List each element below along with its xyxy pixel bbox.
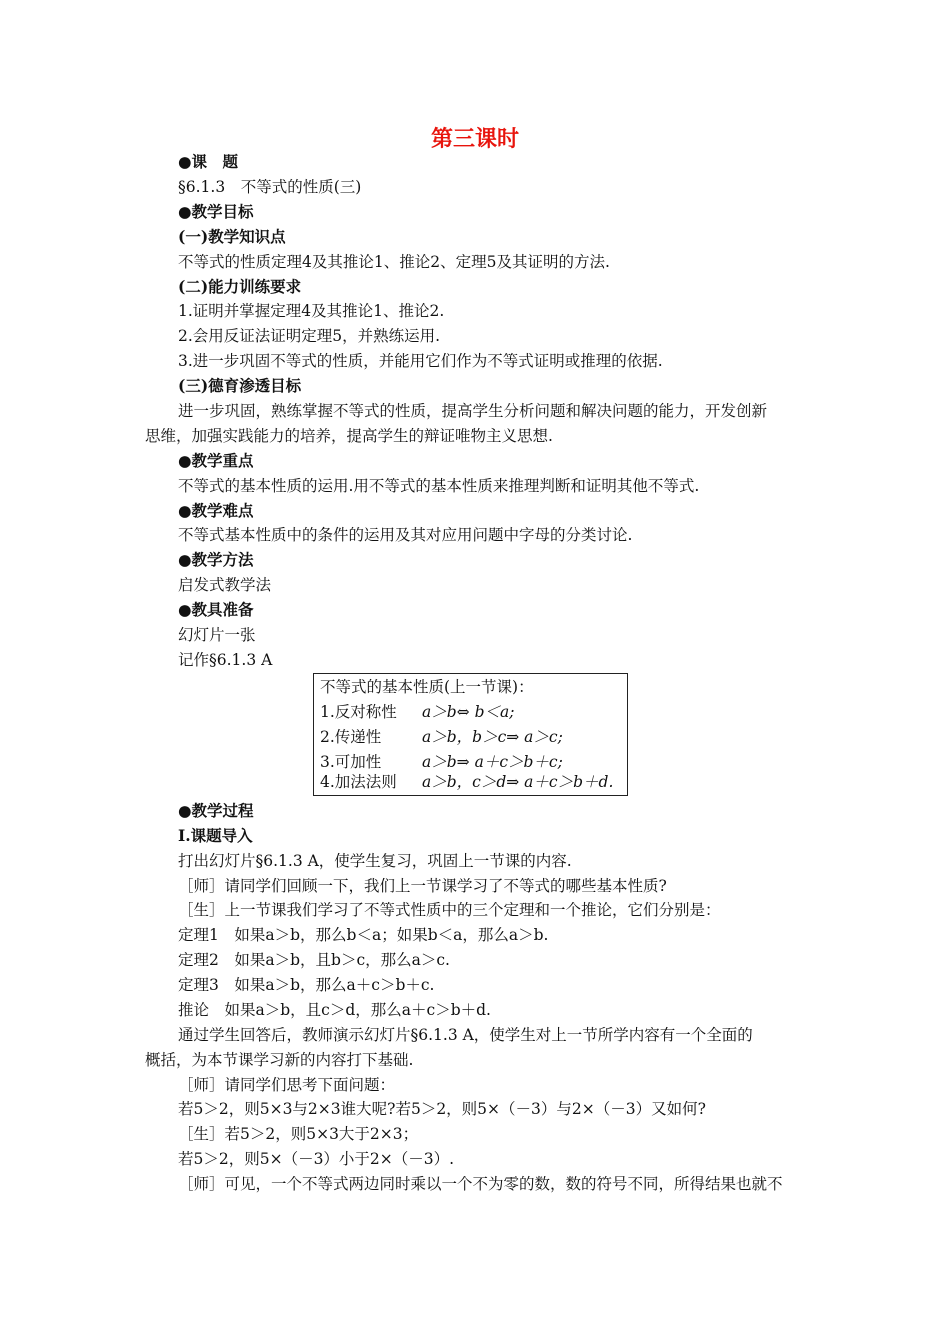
text-line: 打出幻灯片§6.1.3 A，使学生复习，巩固上一节课的内容. bbox=[178, 852, 572, 870]
text-line: §6.1.3 不等式的性质(三) bbox=[178, 178, 362, 196]
slide-box-header: 不等式的基本性质(上一节课)： bbox=[320, 678, 534, 696]
property-name: 3.可加性 bbox=[320, 753, 382, 771]
subsection-heading: (一)教学知识点 bbox=[178, 227, 286, 246]
property-formula: a＞b，b＞c⇒ a＞c; bbox=[422, 728, 563, 746]
subsection-heading: (二)能力训练要求 bbox=[178, 277, 302, 296]
slide-box-row bbox=[320, 726, 563, 748]
text-line: 2.会用反证法证明定理5，并熟练运用. bbox=[178, 327, 441, 345]
slide-box-row bbox=[320, 751, 563, 773]
slide-box-row bbox=[320, 771, 613, 793]
section-heading: ●教学目标 bbox=[178, 202, 254, 221]
property-name: 2.传递性 bbox=[320, 728, 382, 746]
property-formula: a＞b，c＞d⇒ a＋c＞b＋d. bbox=[422, 773, 614, 791]
text-line: 记作§6.1.3 A bbox=[178, 651, 273, 669]
slide-box bbox=[313, 673, 628, 796]
property-formula: a＞b⇔ b＜a; bbox=[422, 703, 515, 721]
text-line: 通过学生回答后，教师演示幻灯片§6.1.3 A，使学生对上一节所学内容有一个全面的 bbox=[178, 1026, 753, 1044]
text-line: 概括，为本节课学习新的内容打下基础. bbox=[145, 1051, 414, 1069]
text-line: 进一步巩固，熟练掌握不等式的性质，提高学生分析问题和解决问题的能力，开发创新 bbox=[178, 402, 768, 420]
subsection-heading: (三)德育渗透目标 bbox=[178, 376, 302, 395]
text-line: 启发式教学法 bbox=[178, 576, 272, 594]
text-line: 幻灯片一张 bbox=[178, 626, 256, 644]
page-title: 第三课时 bbox=[430, 126, 519, 152]
property-name: 4.加法法则 bbox=[320, 773, 397, 791]
section-heading: ●教学方法 bbox=[178, 550, 254, 569]
section-heading: ●教具准备 bbox=[178, 600, 254, 619]
text-line: 不等式基本性质中的条件的运用及其对应用问题中字母的分类讨论. bbox=[178, 526, 633, 544]
section-heading: ●教学过程 bbox=[178, 801, 254, 820]
text-line: 定理3 如果a＞b，那么a＋c＞b＋c. bbox=[178, 976, 435, 994]
text-line: ［生］若5＞2，则5×3大于2×3； bbox=[178, 1125, 419, 1143]
slide-box-row bbox=[320, 701, 514, 723]
property-name: 1.反对称性 bbox=[320, 703, 397, 721]
property-formula: a＞b⇒ a＋c＞b＋c; bbox=[422, 753, 563, 771]
text-line: ［师］请同学们回顾一下，我们上一节课学习了不等式的哪些基本性质? bbox=[178, 877, 667, 895]
text-line: 定理2 如果a＞b，且b＞c，那么a＞c. bbox=[178, 951, 450, 969]
text-line: 1.证明并掌握定理4及其推论1、推论2. bbox=[178, 302, 445, 320]
text-line: 若5＞2，则5×3与2×3谁大呢?若5＞2，则5×（－3）与2×（－3）又如何? bbox=[178, 1100, 706, 1118]
section-heading: ●教学重点 bbox=[178, 451, 254, 470]
text-line: 若5＞2，则5×（－3）小于2×（－3）. bbox=[178, 1150, 455, 1168]
section-heading: ●课 题 bbox=[178, 152, 239, 171]
text-line: ［生］上一节课我们学习了不等式性质中的三个定理和一个推论，它们分别是： bbox=[178, 901, 721, 919]
subsection-heading: Ⅰ.课题导入 bbox=[178, 826, 253, 845]
section-heading: ●教学难点 bbox=[178, 501, 254, 520]
text-line: 不等式的性质定理4及其推论1、推论2、定理5及其证明的方法. bbox=[178, 253, 610, 271]
text-line: 3.进一步巩固不等式的性质，并能用它们作为不等式证明或推理的依据. bbox=[178, 352, 663, 370]
text-line: ［师］可见，一个不等式两边同时乘以一个不为零的数，数的符号不同，所得结果也就不 bbox=[178, 1175, 783, 1193]
text-line: 定理1 如果a＞b，那么b＜a；如果b＜a，那么a＞b. bbox=[178, 926, 549, 944]
text-line: 思维，加强实践能力的培养，提高学生的辩证唯物主义思想. bbox=[145, 427, 553, 445]
text-line: 推论 如果a＞b，且c＞d，那么a＋c＞b＋d. bbox=[178, 1001, 491, 1019]
text-line: ［师］请同学们思考下面问题： bbox=[178, 1076, 396, 1094]
text-line: 不等式的基本性质的运用.用不等式的基本性质来推理判断和证明其他不等式. bbox=[178, 477, 700, 495]
